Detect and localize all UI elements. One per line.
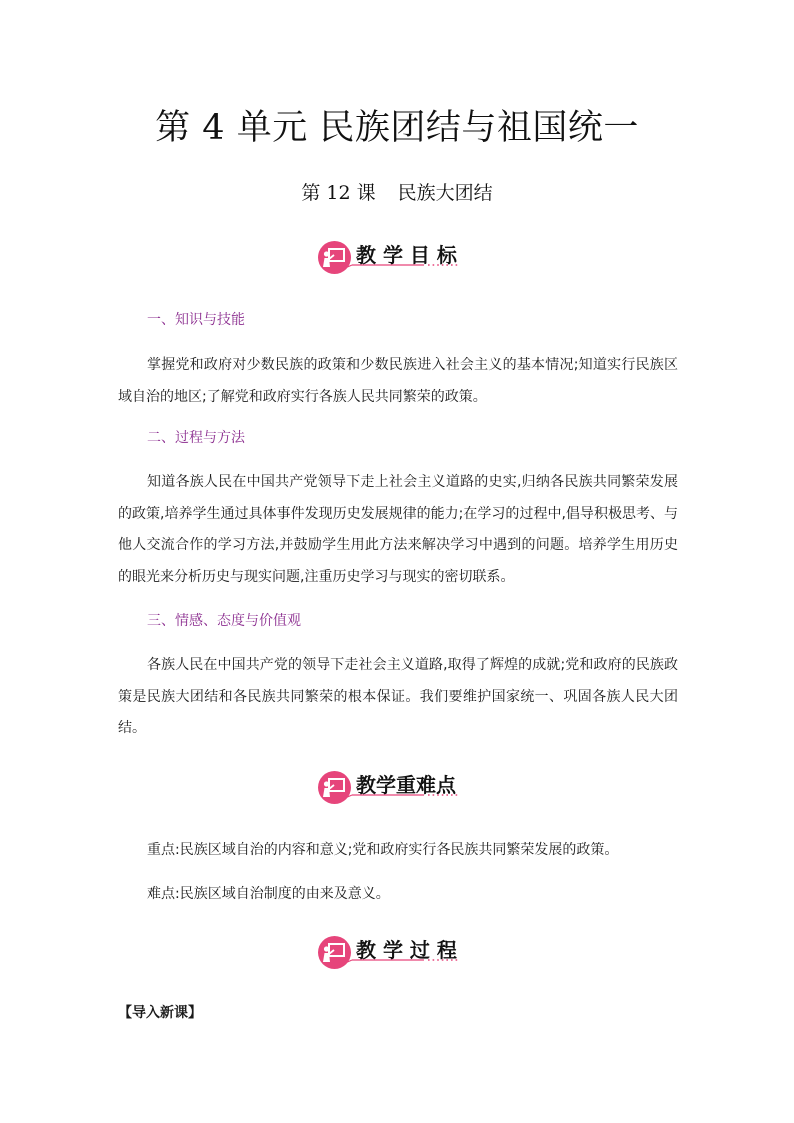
objective-text-2: 知道各族人民在中国共产党领导下走上社会主义道路的史实,归纳各民族共同繁荣发展的政策,培养学生通过具体事件发现历史发展规律的能力;在学习的过程中,倡导积极思考、与他人交流合作的学习方法,并鼓励学生用此方法来解决学习中遇到的问题。培养学生用历史的眼光来分析历史与现实问题,注重历史学习与现实的密切联系。: [118, 474, 678, 585]
objectives-badge: [318, 238, 468, 282]
intro-heading: 【导入新课】: [118, 1005, 202, 1021]
lesson-number: 第 12 课: [301, 182, 376, 204]
objective-text-1: 掌握党和政府对少数民族的政策和少数民族进入社会主义的基本情况;知道实行民族区域自治的地区;了解党和政府实行各族人民共同繁荣的政策。: [118, 357, 678, 405]
objective-heading-1: 一、知识与技能: [147, 312, 245, 328]
badge-underline: [336, 790, 466, 804]
badge-underline: [336, 955, 466, 969]
lesson-name: 民族大团结: [397, 182, 493, 204]
objective-text-3: 各族人民在中国共产党的领导下走社会主义道路,取得了辉煌的成就;党和政府的民族政策是民族大团结和各民族共同繁荣的根本保证。我们要维护国家统一、巩固各族人民大团结。: [118, 657, 678, 736]
badge-underline: [336, 260, 466, 274]
lesson-title: [0, 178, 794, 208]
unit-title: 第 4 单元 民族团结与祖国统一: [155, 108, 639, 148]
process-badge-label: 教 学 过 程: [356, 938, 457, 962]
objective-heading-3: 三、情感、态度与价值观: [147, 613, 301, 629]
process-badge: [318, 933, 468, 977]
objectives-badge-label: 教 学 目 标: [356, 243, 457, 267]
key-points-badge: [318, 768, 468, 812]
focus-point: 重点:民族区域自治的内容和意义;党和政府实行各民族共同繁荣发展的政策。: [147, 842, 619, 858]
objective-heading-2: 二、过程与方法: [147, 430, 245, 446]
key-points-badge-label: 教学重难点: [356, 773, 456, 797]
difficulty-point: 难点:民族区域自治制度的由来及意义。: [147, 886, 390, 902]
